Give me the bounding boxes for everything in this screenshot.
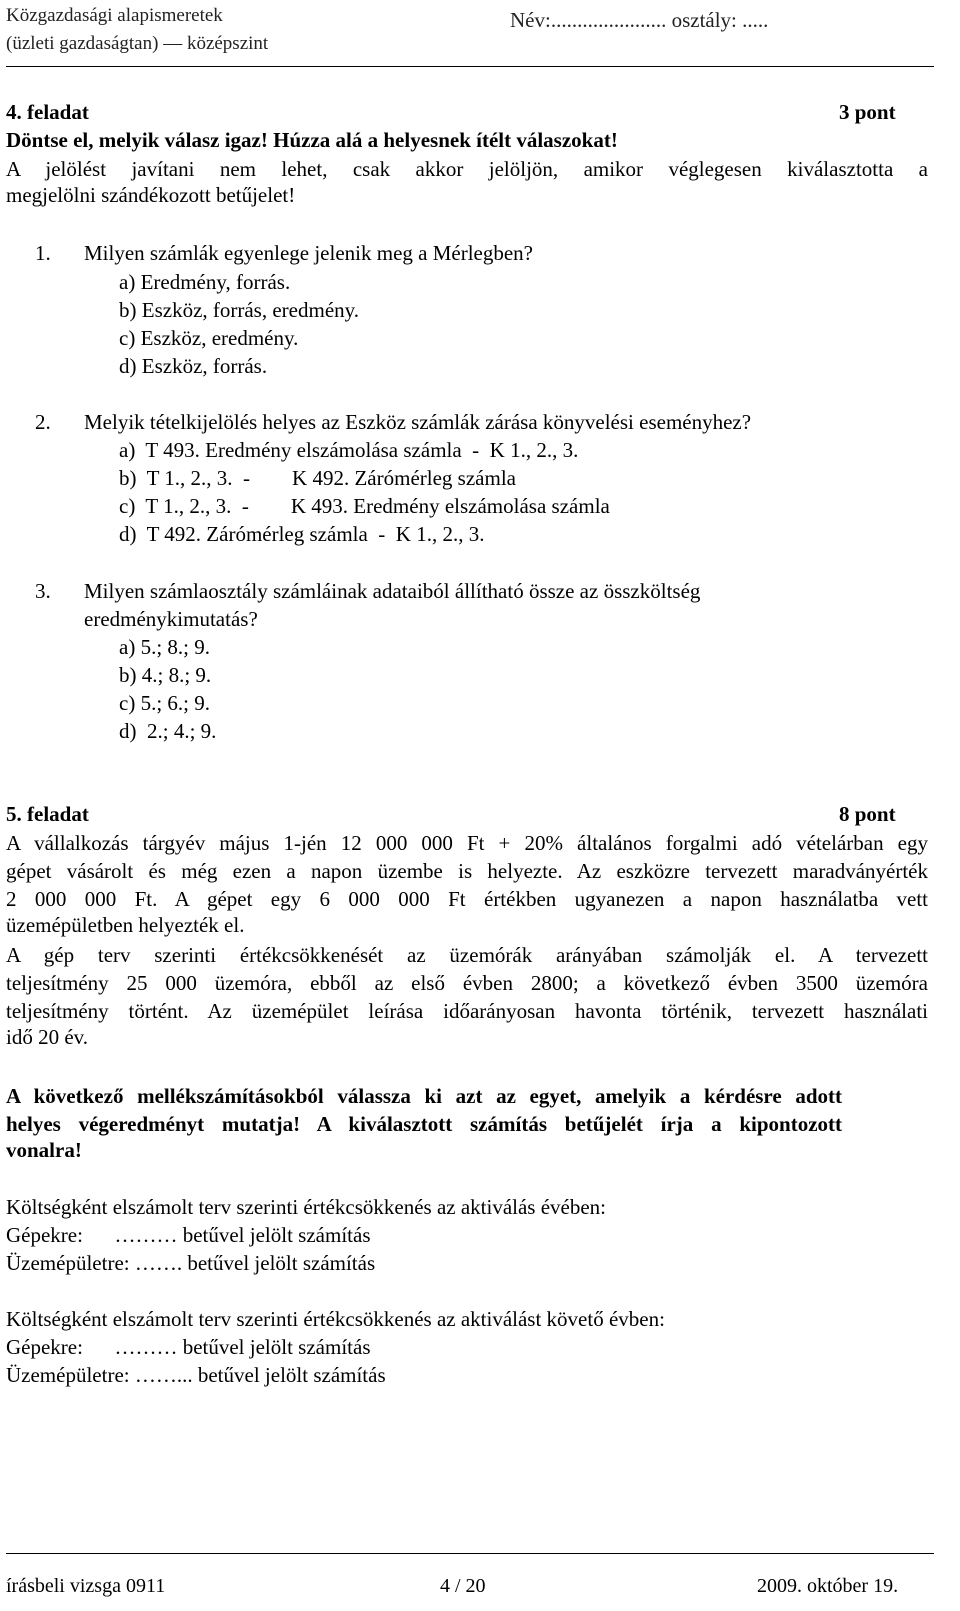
question-3-option-c[interactable]: c) 5.; 6.; 9. [119, 691, 210, 715]
task4-instruction-line2: megjelölni szándékozott betűjelet! [6, 183, 296, 207]
task4-points: 3 pont [839, 100, 896, 124]
footer-exam-label: írásbeli vizsga 0911 [6, 1575, 166, 1597]
question-2-text: Melyik tételkijelölés helyes az Eszköz számlák zárása könyvelési eseményhez? [84, 410, 752, 434]
task4-instruction-line1: A jelölést javítani nem lehet, csak akkor jelöljön, amikor véglegesen kiválasztotta a [6, 157, 928, 181]
footer-divider [6, 1553, 934, 1554]
question-3-option-b[interactable]: b) 4.; 8.; 9. [119, 663, 212, 687]
question-1-option-d[interactable]: d) Eszköz, forrás. [119, 354, 268, 378]
block1-buildings-answer[interactable]: Üzemépületre: ……. betűvel jelölt számítás [6, 1251, 376, 1275]
header-name-class-field: Név:...................... osztály: ..... [510, 8, 769, 32]
task5-points: 8 pont [839, 802, 896, 826]
block2-buildings-answer[interactable]: Üzemépületre: ……... betűvel jelölt számítás [6, 1363, 386, 1387]
task4-instruction-bold: Döntse el, melyik válasz igaz! Húzza alá a helyesnek ítélt válaszokat! [6, 128, 618, 152]
task5-para2-line3: teljesítmény történt. Az üzemépület leírása időarányosan havonta történik, tervezett használati [6, 999, 928, 1023]
header-subject-line1: Közgazdasági alapismeretek [6, 5, 223, 26]
question-2-option-d[interactable]: d) T 492. Zárómérleg számla - K 1., 2., 3. [119, 522, 485, 546]
task5-para2-line4: idő 20 év. [6, 1025, 89, 1049]
task5-para1-line2: gépet vásárolt és még ezen a napon üzembe is helyezte. Az eszközre tervezett maradványérték [6, 859, 928, 883]
block1-heading: Költségként elszámolt terv szerinti értékcsökkenés az aktiválás évében: [6, 1195, 607, 1219]
task5-title: 5. feladat [6, 802, 89, 826]
question-1-text: Milyen számlák egyenlege jelenik meg a Mérlegben? [84, 241, 533, 265]
task5-bold-instruction-line3: vonalra! [6, 1138, 82, 1162]
header-divider [6, 66, 934, 67]
question-3-number: 3. [35, 579, 51, 603]
question-1-option-a[interactable]: a) Eredmény, forrás. [119, 270, 291, 294]
question-2-option-b[interactable]: b) T 1., 2., 3. - K 492. Zárómérleg számla [119, 466, 516, 490]
header-subject-line2: (üzleti gazdaságtan) — középszint [6, 33, 269, 54]
footer-date: 2009. október 19. [757, 1575, 899, 1597]
question-2-number: 2. [35, 410, 51, 434]
footer-page-number: 4 / 20 [440, 1575, 486, 1597]
question-2-option-c[interactable]: c) T 1., 2., 3. - K 493. Eredmény elszámolása számla [119, 494, 610, 518]
question-3-text: Milyen számlaosztály számláinak adataiból állítható össze az összköltség [84, 579, 701, 603]
block1-machines-answer[interactable]: Gépekre: ……… betűvel jelölt számítás [6, 1223, 371, 1247]
task5-para1-line3: 2 000 000 Ft. A gépet egy 6 000 000 Ft értékben ugyanezen a napon használatba vett [6, 887, 928, 911]
question-1-option-b[interactable]: b) Eszköz, forrás, eredmény. [119, 298, 360, 322]
question-2-option-a[interactable]: a) T 493. Eredmény elszámolása számla - K 1., 2., 3. [119, 438, 579, 462]
block2-machines-answer[interactable]: Gépekre: ……… betűvel jelölt számítás [6, 1335, 371, 1359]
task5-bold-instruction-line2: helyes végeredményt mutatja! A kiválasztott számítás betűjelét írja a kipontozott [6, 1112, 842, 1136]
question-1-number: 1. [35, 241, 51, 265]
task5-para2-line2: teljesítmény 25 000 üzemóra, ebből az első évben 2800; a következő évben 3500 üzemóra [6, 971, 928, 995]
task5-para1-line1: A vállalkozás tárgyév május 1-jén 12 000 000 Ft + 20% általános forgalmi adó vételárban egy [6, 831, 928, 855]
header-subject [6, 2, 268, 58]
question-3-option-a[interactable]: a) 5.; 8.; 9. [119, 635, 210, 659]
task4-title: 4. feladat [6, 100, 89, 124]
question-1-option-c[interactable]: c) Eszköz, eredmény. [119, 326, 299, 350]
task5-bold-instruction-line1: A következő mellékszámításokból válassza ki azt az egyet, amelyik a kérdésre adott [6, 1084, 842, 1108]
task5-para2-line1: A gép terv szerinti értékcsökkenését az üzemórák arányában számolják el. A tervezett [6, 943, 928, 967]
question-3-text-cont: eredménykimutatás? [84, 607, 258, 631]
block2-heading: Költségként elszámolt terv szerinti értékcsökkenés az aktiválást követő évben: [6, 1307, 665, 1331]
question-3-option-d[interactable]: d) 2.; 4.; 9. [119, 719, 217, 743]
task5-para1-line4: üzemépületben helyezték el. [6, 913, 245, 937]
